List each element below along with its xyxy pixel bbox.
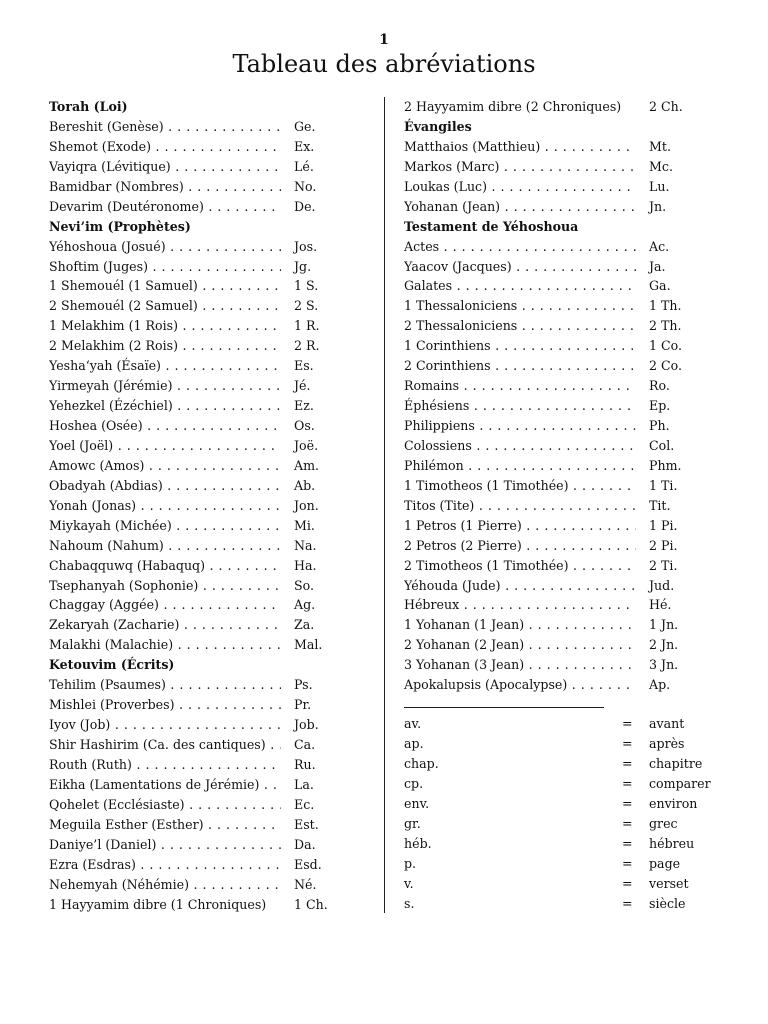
abbreviation-entry — [49, 197, 333, 217]
abbreviation-entry — [404, 496, 694, 516]
book-name: Yaacov (Jacques) . . . — [404, 257, 636, 277]
book-name: Mishlei (Proverbes) . . . — [49, 695, 281, 715]
book-abbreviation: Né. — [294, 876, 317, 892]
book-name: 1 Corinthiens . . . — [404, 336, 636, 356]
book-abbreviation: Ec. — [294, 796, 315, 812]
abbreviation-entry — [49, 496, 333, 516]
abbreviation-entry — [49, 356, 333, 376]
book-abbreviation: 1 Pi. — [649, 517, 678, 533]
book-abbreviation: Hé. — [649, 597, 672, 613]
abbreviation-entry — [49, 675, 333, 695]
book-abbreviation: Est. — [294, 816, 319, 832]
abbreviation-entry — [49, 855, 333, 875]
book-abbreviation: Jon. — [294, 497, 319, 513]
book-abbreviation: 2 Pi. — [649, 537, 678, 553]
book-name: Romains . . . — [404, 376, 636, 396]
book-name: Routh (Ruth) . . . — [49, 755, 281, 775]
equals-sign: = — [622, 875, 633, 891]
glossary-meaning: grec — [649, 815, 678, 831]
abbreviation-entry — [49, 695, 333, 715]
book-name: Philippiens . . . — [404, 416, 636, 436]
abbreviation-entry — [49, 556, 333, 576]
book-abbreviation: 1 S. — [294, 278, 319, 294]
book-name: Malakhi (Malachie) . . . — [49, 635, 281, 655]
abbreviation-entry — [404, 516, 694, 536]
book-name: Éphésiens . . . — [404, 396, 636, 416]
book-abbreviation: Ag. — [294, 597, 316, 613]
book-name: Chabaqquwq (Habaquq) . . . — [49, 556, 281, 576]
abbreviation-entry — [49, 117, 333, 137]
book-name: Nahoum (Nahum) . . . — [49, 536, 281, 556]
book-name: 1 Yohanan (1 Jean) . . . — [404, 615, 636, 635]
abbreviation-entry — [404, 197, 694, 217]
abbreviation-entry — [49, 576, 333, 596]
abbreviation-entry — [404, 356, 694, 376]
abbreviation-entry — [404, 655, 694, 675]
glossary-row — [404, 854, 694, 874]
book-abbreviation: Lé. — [294, 158, 314, 174]
book-name: Eikha (Lamentations de Jérémie) . . . — [49, 775, 281, 795]
abbreviation-entry — [404, 436, 694, 456]
book-abbreviation: Ja. — [649, 258, 666, 274]
book-name: Colossiens . . . — [404, 436, 636, 456]
glossary-meaning: comparer — [649, 775, 711, 791]
book-name: 2 Melakhim (2 Rois) . . . — [49, 336, 281, 356]
book-abbreviation: Ca. — [294, 737, 316, 752]
book-abbreviation: No. — [294, 178, 317, 194]
abbreviation-entry — [49, 735, 333, 755]
book-name: 1 Thessaloniciens . . . — [404, 296, 636, 316]
abbreviation-entry — [49, 336, 333, 356]
glossary-row — [404, 774, 711, 794]
abbreviation-entry — [49, 635, 333, 655]
page-title: Tableau des abréviations — [232, 50, 536, 78]
book-name: Daniye’l (Daniel) . . . — [49, 835, 281, 855]
book-abbreviation: 1 Co. — [649, 338, 683, 354]
abbreviation-entry — [49, 316, 333, 336]
book-abbreviation: Ha. — [294, 557, 317, 573]
book-abbreviation: Ga. — [649, 278, 671, 294]
abbreviation-entry — [404, 416, 694, 436]
book-abbreviation: Za. — [294, 617, 315, 633]
abbreviation-entry — [404, 177, 694, 197]
abbreviation-entry — [49, 396, 333, 416]
glossary-meaning: siècle — [649, 895, 686, 911]
equals-sign: = — [622, 716, 633, 732]
book-name: Ezra (Esdras) . . . — [49, 855, 281, 875]
book-name: 2 Yohanan (2 Jean) . . . — [404, 635, 636, 655]
abbreviation-entry — [404, 376, 694, 396]
equals-sign: = — [622, 775, 633, 791]
glossary — [404, 714, 711, 913]
book-abbreviation: Ab. — [294, 477, 316, 493]
glossary-term: héb. — [404, 835, 432, 851]
abbreviation-entry — [404, 556, 694, 576]
glossary-row — [404, 714, 694, 734]
glossary-meaning: verset — [649, 875, 689, 891]
abbreviation-entry — [49, 296, 333, 316]
abbreviation-entry — [404, 276, 694, 296]
glossary-term: cp. — [404, 775, 424, 791]
abbreviation-entry — [49, 257, 333, 277]
book-abbreviation: La. — [294, 776, 314, 792]
abbreviation-entry — [404, 595, 694, 615]
book-name: Yoel (Joël) . . . — [49, 436, 281, 456]
abbreviation-entry — [49, 416, 333, 436]
book-abbreviation: Mi. — [294, 517, 315, 533]
abbreviation-entry — [49, 137, 333, 157]
book-name: Markos (Marc) . . . — [404, 157, 636, 177]
book-abbreviation: Es. — [294, 358, 314, 374]
right-column-entries — [404, 97, 694, 695]
equals-sign: = — [622, 795, 633, 811]
section-heading: Ketouvim (Écrits) — [49, 657, 175, 673]
book-name: Apokalupsis (Apocalypse) . . . — [404, 675, 636, 695]
book-name: Miykayah (Michée) . . . — [49, 516, 281, 536]
equals-sign: = — [622, 835, 633, 851]
book-abbreviation: 2 Th. — [649, 318, 682, 334]
glossary-term: p. — [404, 855, 417, 871]
book-name: Yirmeyah (Jérémie) . . . — [49, 376, 281, 396]
abbreviation-entry — [404, 296, 694, 316]
book-abbreviation: Os. — [294, 418, 315, 433]
book-name: Galates . . . — [404, 276, 636, 296]
book-name: Bereshit (Genèse) . . . — [49, 117, 281, 137]
book-abbreviation: Na. — [294, 537, 317, 553]
abbreviation-entry — [49, 895, 333, 915]
book-name: Tehilim (Psaumes) . . . — [49, 675, 281, 695]
book-abbreviation: Mc. — [649, 158, 673, 174]
abbreviation-entry — [49, 615, 333, 635]
glossary-meaning: chapitre — [649, 756, 703, 771]
book-abbreviation: Tit. — [649, 497, 671, 513]
glossary-term: env. — [404, 795, 430, 811]
book-name: Devarim (Deutéronome) . . . — [49, 197, 281, 217]
abbreviation-entry — [404, 576, 694, 596]
book-abbreviation: Esd. — [294, 856, 322, 872]
book-name: Hébreux . . . — [404, 595, 636, 615]
glossary-row — [404, 874, 694, 894]
book-abbreviation: Ap. — [649, 677, 671, 693]
book-abbreviation: Job. — [294, 717, 319, 733]
book-name: Shoftim (Juges) . . . — [49, 257, 281, 277]
book-name: Chaggay (Aggée) . . . — [49, 595, 281, 615]
right-column — [404, 97, 711, 914]
book-abbreviation: Col. — [649, 437, 675, 453]
glossary-row — [404, 734, 694, 754]
book-abbreviation: Ro. — [649, 378, 670, 394]
book-name: Yehezkel (Ézéchiel) . . . — [49, 396, 281, 416]
abbreviation-entry — [49, 436, 333, 456]
book-name: Nehemyah (Néhémie) . . . — [49, 875, 281, 895]
book-name: Yéhouda (Jude) . . . — [404, 576, 636, 596]
abbreviation-entry — [49, 476, 333, 496]
abbreviation-entry — [49, 595, 333, 615]
book-name: Vayiqra (Lévitique) . . . — [49, 157, 281, 177]
book-name: Philémon . . . — [404, 456, 636, 476]
section-heading: Évangiles — [404, 118, 472, 134]
book-name: Bamidbar (Nombres) . . . — [49, 177, 281, 197]
equals-sign: = — [622, 815, 633, 831]
book-name: 1 Melakhim (1 Rois) . . . — [49, 316, 281, 336]
abbreviation-entry — [404, 536, 694, 556]
book-abbreviation: Da. — [294, 836, 316, 852]
glossary-meaning: après — [649, 736, 685, 752]
book-name: 2 Corinthiens . . . — [404, 356, 636, 376]
book-name: Tsephanyah (Sophonie) . . . — [49, 576, 281, 596]
abbreviation-entry — [49, 177, 333, 197]
book-name: 2 Hayyamim dibre (2 Chroniques) — [404, 99, 622, 114]
equals-sign: = — [622, 855, 633, 871]
glossary-separator — [404, 707, 604, 708]
abbreviation-entry — [49, 376, 333, 396]
abbreviation-entry — [49, 276, 333, 296]
book-name: 1 Petros (1 Pierre) . . . — [404, 516, 636, 536]
equals-sign: = — [622, 756, 633, 771]
page-number: 1 — [379, 32, 389, 48]
abbreviation-entry — [49, 715, 333, 735]
glossary-term: s. — [404, 895, 415, 911]
book-abbreviation: Jg. — [294, 258, 312, 274]
book-abbreviation: 2 Ti. — [649, 557, 678, 573]
abbreviation-entry — [404, 476, 694, 496]
abbreviation-entry — [49, 775, 333, 795]
book-abbreviation: 1 Th. — [649, 298, 682, 314]
book-name: Qohelet (Ecclésiaste) . . . — [49, 795, 281, 815]
glossary-term: chap. — [404, 756, 439, 771]
abbreviation-entry — [49, 237, 333, 257]
abbreviation-entry — [404, 97, 694, 117]
abbreviation-entry — [49, 815, 333, 835]
abbreviation-entry — [404, 675, 694, 695]
book-abbreviation: 3 Jn. — [649, 657, 679, 673]
book-abbreviation: Lu. — [649, 178, 670, 194]
abbreviation-entry — [49, 795, 333, 815]
glossary-row — [404, 794, 698, 814]
glossary-meaning: hébreu — [649, 835, 695, 851]
book-abbreviation: Ph. — [649, 418, 670, 433]
book-abbreviation: Ex. — [294, 138, 315, 154]
book-abbreviation: 2 Jn. — [649, 637, 679, 653]
book-abbreviation: 2 R. — [294, 338, 320, 354]
book-name: 1 Timotheos (1 Timothée) . . . — [404, 476, 636, 496]
book-abbreviation: So. — [294, 577, 314, 593]
book-abbreviation: 1 Ch. — [294, 896, 328, 912]
abbreviation-entry — [404, 456, 694, 476]
book-name: Yohanan (Jean) . . . — [404, 197, 636, 217]
abbreviation-entry — [49, 755, 333, 775]
book-abbreviation: Ge. — [294, 118, 316, 134]
book-name: Matthaios (Matthieu) . . . — [404, 137, 636, 157]
glossary-row — [404, 894, 694, 914]
book-name: 3 Yohanan (3 Jean) . . . — [404, 655, 636, 675]
book-abbreviation: Jn. — [649, 198, 667, 214]
abbreviation-entry — [404, 316, 694, 336]
section-heading: Testament de Yéhoshoua — [404, 218, 579, 234]
abbreviation-entry — [404, 137, 694, 157]
book-abbreviation: Joë. — [294, 437, 319, 453]
book-name: Amowc (Amos) . . . — [49, 456, 281, 476]
abbreviation-entry — [404, 615, 694, 635]
equals-sign: = — [622, 895, 633, 911]
glossary-term: ap. — [404, 736, 424, 752]
abbreviation-entry — [404, 157, 694, 177]
book-abbreviation: 2 S. — [294, 298, 319, 314]
book-name: 1 Shemouél (1 Samuel) . . . — [49, 276, 281, 296]
book-abbreviation: Ep. — [649, 398, 671, 414]
abbreviation-entry — [49, 456, 333, 476]
book-name: Hoshea (Osée) . . . — [49, 416, 281, 436]
abbreviation-entry — [49, 157, 333, 177]
book-name: Shir Hashirim (Ca. des cantiques) . . . — [49, 735, 281, 755]
book-name: Zekaryah (Zacharie) . . . — [49, 615, 281, 635]
book-name: Yesha‘yah (Ésaïe) . . . — [49, 356, 281, 376]
glossary-meaning: environ — [649, 795, 698, 811]
book-name: 2 Timotheos (1 Timothée) . . . — [404, 556, 636, 576]
book-name: Meguila Esther (Esther) . . . — [49, 815, 281, 835]
book-abbreviation: Phm. — [649, 457, 682, 473]
abbreviation-entry — [404, 635, 694, 655]
abbreviation-entry — [49, 875, 333, 895]
book-name: Yéhoshoua (Josué) . . . — [49, 237, 281, 257]
book-abbreviation: Ez. — [294, 398, 314, 414]
column-divider — [384, 97, 385, 913]
abbreviation-entry — [49, 536, 333, 556]
book-name: 2 Petros (2 Pierre) . . . — [404, 536, 636, 556]
glossary-term: av. — [404, 716, 422, 732]
abbreviation-entry — [49, 835, 333, 855]
section-heading: Nevi’im (Prophètes) — [49, 218, 191, 234]
book-name: Obadyah (Abdias) . . . — [49, 476, 281, 496]
book-abbreviation: 2 Co. — [649, 358, 683, 374]
section-heading: Torah (Loi) — [49, 99, 128, 114]
abbreviation-entry — [404, 237, 694, 257]
book-abbreviation: Ac. — [649, 238, 670, 254]
abbreviation-entry — [404, 396, 694, 416]
book-abbreviation: Ru. — [294, 756, 316, 772]
glossary-meaning: page — [649, 855, 681, 871]
book-abbreviation: Mt. — [649, 138, 671, 154]
book-abbreviation: Am. — [294, 457, 320, 473]
glossary-term: v. — [404, 875, 414, 891]
glossary-row — [404, 754, 703, 774]
glossary-row — [404, 834, 694, 854]
book-abbreviation: 1 Ti. — [649, 477, 678, 493]
book-name: 2 Thessaloniciens . . . — [404, 316, 636, 336]
book-name: Loukas (Luc) . . . — [404, 177, 636, 197]
book-abbreviation: De. — [294, 198, 316, 214]
equals-sign: = — [622, 736, 633, 752]
book-abbreviation: Jud. — [649, 577, 675, 593]
book-abbreviation: Ps. — [294, 677, 313, 693]
glossary-term: gr. — [404, 815, 421, 831]
book-name: Actes . . . — [404, 237, 636, 257]
abbreviation-entry — [49, 516, 333, 536]
glossary-meaning: avant — [649, 716, 685, 732]
book-name: 2 Shemouél (2 Samuel) . . . — [49, 296, 281, 316]
book-abbreviation: 2 Ch. — [649, 99, 683, 114]
book-abbreviation: 1 Jn. — [649, 617, 679, 633]
left-column — [49, 97, 333, 914]
book-name: Titos (Tite) . . . — [404, 496, 636, 516]
book-abbreviation: Jos. — [294, 238, 318, 254]
book-name: Yonah (Jonas) . . . — [49, 496, 281, 516]
book-abbreviation: 1 R. — [294, 318, 320, 334]
abbreviation-entry — [404, 257, 694, 277]
abbreviation-entry — [404, 336, 694, 356]
book-abbreviation: Jé. — [294, 378, 311, 394]
book-abbreviation: Pr. — [294, 697, 312, 713]
book-name: Iyov (Job) . . . — [49, 715, 281, 735]
book-name: Shemot (Exode) . . . — [49, 137, 281, 157]
glossary-row — [404, 814, 694, 834]
book-name: 1 Hayyamim dibre (1 Chroniques) — [49, 896, 267, 912]
book-abbreviation: Mal. — [294, 637, 323, 653]
